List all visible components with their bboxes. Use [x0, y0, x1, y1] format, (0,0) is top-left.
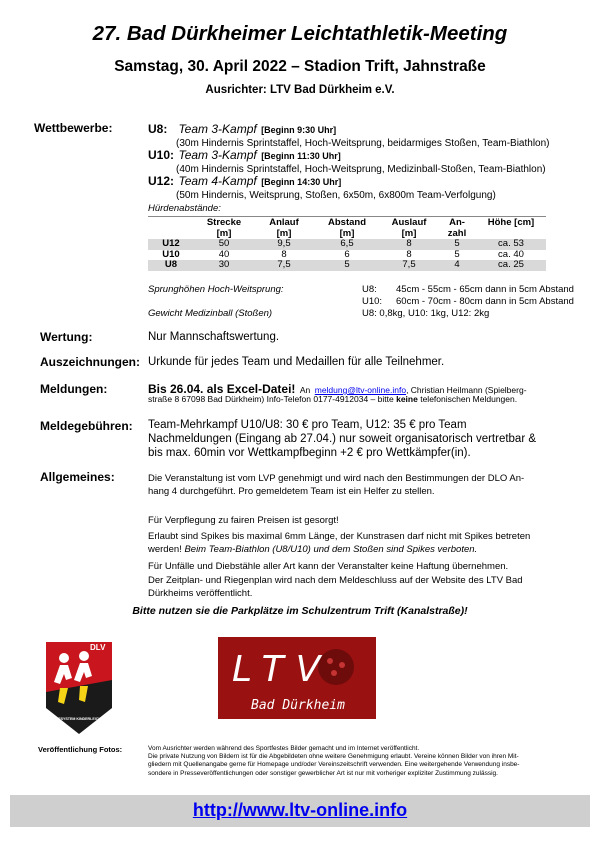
table-cell: 8 [281, 248, 287, 260]
fees-text: Team-Mehrkampf U10/U8: 30 € pro Team, U12: 35 € pro Team Nachmeldungen (Eingang ab 27.04.) nur soweit organisatorisch vertretbar & bis max. 60min vor Wettkampfbeginn +2 € pro Wettkämpfer(in). [148, 419, 537, 459]
table-header: Strecke [m] [206, 217, 242, 239]
ltv-logo-subtitle: Bad Dürkheim [251, 698, 345, 713]
table-cell: ca. 25 [476, 260, 546, 271]
awards-text: Urkunde für jedes Team und Medaillen für alle Teilnehmer. [148, 356, 445, 368]
event-code: U12: [148, 174, 175, 188]
jump-heights-label: Sprunghöhen Hoch-Weitsprung: [148, 284, 284, 295]
hurdle-table-wrap [148, 216, 546, 271]
website-link[interactable]: http://www.ltv-online.info [192, 800, 408, 820]
photo-notice-text: Vom Ausrichter werden während des Sportfestes Bilder gemacht und im Internet veröffentlicht. Die private Nutzung von Bildern ist für die Abgebildeten ohne weitere Genehmigung erlaubt. Vereine können Bilder von ihren Mit- gliedern mit Quellenangabe gerne für Homepage und/oder Vereinszeitschrift verwenden. Eine weitergehende Verwendung insbe- sondere in Presseveröffentlichungen oder sonstiger gewerblicher Art ist nur mit vorheriger expliziter Zustimmung zulässig. [148, 745, 520, 777]
table-cell: 30 [194, 260, 254, 271]
table-header: Höhe [cm] [487, 217, 535, 228]
dlv-logo-text: DLV [90, 643, 106, 652]
event-time: [Beginn 11:30 Uhr] [261, 151, 341, 161]
general-food: Für Verpflegung zu fairen Preisen ist gesorgt! [148, 515, 339, 526]
event-time: [Beginn 9:30 Uhr] [261, 125, 337, 135]
general-spikes: Erlaubt sind Spikes bis maximal 6mm Länge, der Kunstrasen darf nicht mit Spikes betreten werden! Beim Team-Biathlon (U8/U10) und dem Stoßen sind Spikes verboten. [148, 531, 531, 555]
table-cell: 5 [314, 260, 380, 271]
table-cell: 7,5 [380, 260, 438, 271]
general-label: Allgemeines: [40, 470, 115, 484]
scoring-text: Nur Mannschaftswertung. [148, 331, 280, 343]
table-cell: 8 [406, 248, 412, 260]
awards-label: Auszeichnungen: [40, 355, 141, 369]
event-u8 [148, 120, 550, 149]
event-u12 [148, 172, 496, 201]
registration-line2: straße 8 67098 Bad Dürkheim) Info-Telefon 0177-4912034 – bitte keine telefonischen Meldungen. [148, 394, 518, 404]
table-cell: 5 [438, 239, 476, 250]
general-liability: Für Unfälle und Diebstähle aller Art kann der Veranstalter keine Haftung übernehmen. [148, 561, 509, 572]
table-cell: U12 [148, 239, 194, 250]
table-cell: 7,5 [254, 260, 314, 271]
page-title: 27. Bad Dürkheimer Leichtathletik-Meeting [92, 22, 508, 45]
hurdle-distances-title: Hürdenabstände: [148, 203, 221, 214]
registration-email-link[interactable]: meldung@ltv-online.info [314, 385, 407, 395]
table-header: Anlauf [m] [269, 217, 299, 239]
table-cell: 40 [218, 248, 230, 260]
parking-notice: Bitte nutzen sie die Parkplätze im Schulzentrum Trift (Kanalstraße)! [132, 605, 468, 617]
ball-weight-label: Gewicht Medizinball (Stoßen) [148, 308, 273, 319]
event-date-location: Samstag, 30. April 2022 – Stadion Trift, Jahnstraße [114, 58, 486, 75]
table-cell: ca. 40 [498, 248, 524, 260]
table-header [148, 217, 194, 239]
ltv-logo-text: LTV [232, 649, 333, 690]
table-header: An- zahl [447, 217, 467, 239]
organizer: Ausrichter: LTV Bad Dürkheim e.V. [205, 84, 395, 96]
event-description: (30m Hindernis Sprintstaffel, Hoch-Weitsprung, beidarmiges Stoßen, Team-Biathlon) [176, 138, 550, 149]
event-name: Team 4-Kampf [178, 174, 257, 188]
event-description: (50m Hindernis, Weitsprung, Stoßen, 6x50m, 6x800m Team-Verfolgung) [176, 190, 496, 201]
event-code: U10: [148, 148, 175, 162]
event-name: Team 3-Kampf [178, 148, 257, 162]
table-header-row [148, 217, 546, 239]
hurdle-table [148, 217, 546, 271]
general-para1: Die Veranstaltung ist vom LVP genehmigt und wird nach den Bestimmungen der DLO An- hang 4 durchgeführt. Pro gemeldetem Team ist ein Helfer zu stellen. [148, 473, 525, 497]
footer-url-wrap [0, 800, 600, 821]
table-cell: 6 [344, 248, 350, 260]
event-name: Team 3-Kampf [178, 122, 257, 136]
event-time: [Beginn 14:30 Uhr] [261, 177, 342, 187]
table-cell: ca. 53 [476, 239, 546, 250]
event-description: (40m Hindernis Sprintstaffel, Hoch-Weitsprung, Medizinball-Stoßen, Team-Biathlon) [176, 164, 546, 175]
table-cell: U8 [148, 260, 194, 271]
table-cell: 5 [454, 248, 460, 260]
event-u10 [148, 146, 546, 175]
scoring-label: Wertung: [40, 330, 93, 344]
table-row [148, 239, 546, 250]
ball-weight-value: U8: 0,8kg, U10: 1kg, U12: 2kg [362, 308, 490, 319]
table-header: Auslauf [m] [391, 217, 427, 239]
dlv-logo-caption: WETTKAMPFSYSTEM KINDERLEICHTATHLETIK [38, 717, 120, 721]
table-cell: U10 [162, 248, 180, 260]
table-cell: 8 [380, 239, 438, 250]
registration-line1: Bis 26.04. als Excel-Datei! An meldung@ltv-online.info, Christian Heilmann (Spielberg- [148, 382, 527, 396]
photo-notice-label: Veröffentlichung Fotos: [38, 745, 123, 754]
table-cell: 4 [438, 260, 476, 271]
table-row [148, 260, 546, 271]
jump-height-u10: U10: 60cm - 70cm - 80cm dann in 5cm Abstand [362, 296, 574, 307]
jump-height-u8: U8: 45cm - 55cm - 65cm dann in 5cm Abstand [362, 284, 574, 295]
table-cell: 9,5 [254, 239, 314, 250]
registration-label: Meldungen: [40, 382, 108, 396]
competitions-label: Wettbewerbe: [34, 121, 113, 135]
fees-label: Meldegebühren: [40, 419, 133, 433]
registration-deadline: Bis 26.04. als Excel-Datei! [148, 382, 296, 396]
table-header: Abstand [m] [328, 217, 366, 239]
dlv-kinderleichtathletik-logo [38, 638, 120, 738]
table-cell: 6,5 [314, 239, 380, 250]
ltv-bad-duerkheim-logo [218, 637, 376, 719]
general-schedule: Der Zeitplan- und Riegenplan wird nach dem Meldeschluss auf der Website des LTV Bad Dürkheims veröffentlicht. [148, 575, 523, 599]
event-code: U8: [148, 122, 168, 136]
table-cell: 50 [194, 239, 254, 250]
